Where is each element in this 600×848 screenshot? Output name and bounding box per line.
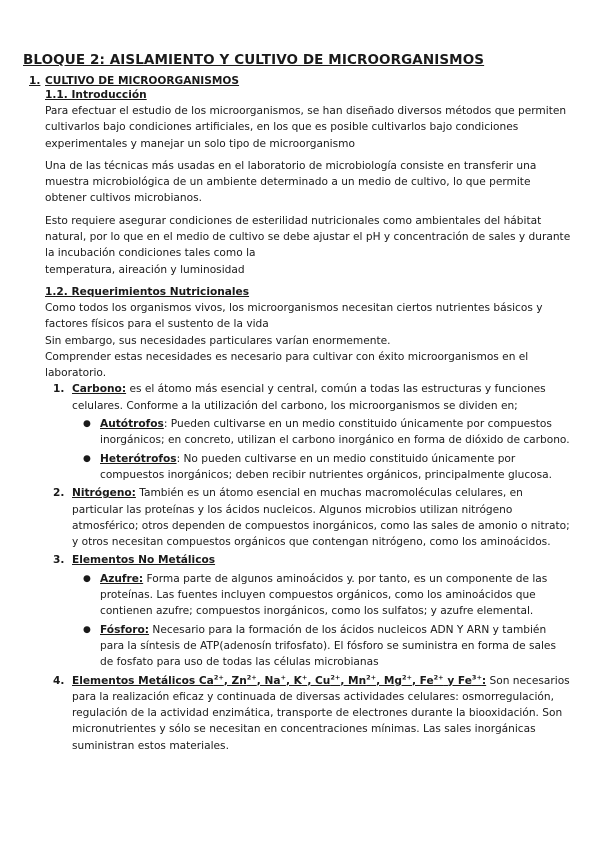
bullet-item bbox=[83, 622, 572, 671]
term-label: Autótrofos bbox=[100, 418, 164, 431]
list-text: Son necesarios para la realización eficaz y continuada de diversas actividades celulares: osmorregulación, regulación de la actividad enzimática, transporte de electrones durante la biooxidación. Son micronutrientes y sólo se necesitan en concentraciones mínimas. Las sales inorgánicas suministran estos materiales. bbox=[72, 674, 570, 752]
list-item-nitrogeno bbox=[53, 485, 572, 550]
term-label: Elementos Metálicos $Ca^{2+}$, $Zn^{2+}$, Na+, K+, $Cu^{2+}$, $Mn^{2+}$, $Mg^{2+}$, $Fe^{2+}$ y $Fe^{3+}$: bbox=[72, 672, 487, 687]
term-label: Azufre: bbox=[100, 572, 144, 585]
term-label: Fósforo: bbox=[100, 623, 150, 636]
term-label: Nitrógeno: bbox=[72, 487, 136, 500]
paragraph: Como todos los organismos vivos, los microorganismos necesitan ciertos nutrientes básicos y factores físicos para el sustento de la vida bbox=[45, 301, 543, 331]
term-label: Elementos No Metálicos bbox=[72, 554, 216, 567]
list-item-no-metalicos bbox=[53, 552, 572, 568]
bullet-text: Forma parte de algunos aminoácidos y. por tanto, es un componente de las proteínas. Las fuentes incluyen compuestos orgánicos, como los aminoácidos que contienen azufre; compuestos inorgánicos, como los sulfatos; y azufre elemental. bbox=[100, 572, 548, 618]
section-heading bbox=[29, 74, 572, 88]
bullet-icon: ● bbox=[83, 573, 91, 584]
bullet-text: : Pueden cultivarse en un medio constituido únicamente por compuestos inorgánicos; en concreto, utilizan el carbono inorgánico en forma de dióxido de carbono. bbox=[100, 418, 570, 447]
list-text: es el átomo más esencial y central, común a todas las estructuras y funciones celulares. Conforme a la utilización del carbono, los microorganismos se dividen en; bbox=[72, 383, 546, 412]
list-number: 1. bbox=[53, 383, 65, 396]
subsection-heading-intro: 1.1. Introducción bbox=[45, 89, 147, 101]
section-number: 1. bbox=[29, 75, 41, 87]
paragraph: Comprender estas necesidades es necesario para cultivar con éxito microorganismos en el laboratorio. bbox=[45, 350, 529, 380]
bullet-icon: ● bbox=[83, 419, 91, 430]
paragraph: Sin embargo, sus necesidades particulares varían enormemente. bbox=[45, 334, 391, 347]
list-number: 2. bbox=[53, 487, 65, 500]
bullet-icon: ● bbox=[83, 624, 91, 635]
list-number: 3. bbox=[53, 554, 65, 567]
document-title: BLOQUE 2: AISLAMIENTO Y CULTIVO DE MICROORGANISMOS bbox=[23, 52, 485, 68]
bullet-icon: ● bbox=[83, 453, 91, 464]
list-item-carbono bbox=[53, 381, 572, 414]
paragraph: Una de las técnicas más usadas en el laboratorio de microbiología consiste en transferir una muestra microbiológica de un ambiente determinado a un medio de cultivo, lo que permite obtener cultivos microbianos. bbox=[45, 159, 537, 205]
list-text: También es un átomo esencial en muchas macromoléculas celulares, en particular las proteínas y los ácidos nucleicos. Algunos microbios utilizan nitrógeno atmosférico; otros dependen de compuestos inorgánicos, como las sales de amonio o nitrato; y otros necesitan compuestos orgánicos que contengan nitrógeno, como los aminoácidos. bbox=[72, 487, 570, 549]
bullet-text: Necesario para la formación de los ácidos nucleicos ADN Y ARN y también para la síntesis de ATP(adenosín trifosfato). El fósforo se suministra en forma de sales de fosfato para uso de todas las células microbianas bbox=[100, 623, 556, 669]
bullet-item bbox=[83, 571, 572, 620]
list-number: 4. bbox=[53, 674, 65, 687]
term-label: Heterótrofos bbox=[100, 452, 177, 465]
term-label: Carbono: bbox=[72, 383, 127, 396]
bullet-item bbox=[83, 451, 572, 484]
bullet-text: : No pueden cultivarse en un medio constituido únicamente por compuestos inorgánicos; deben recibir nutrientes orgánicos, principalmente glucosa. bbox=[100, 452, 553, 481]
paragraph: Para efectuar el estudio de los microorganismos, se han diseñado diversos métodos que permiten cultivarlos bajo condiciones artificiales, en los que es posible cultivarlos bajo condiciones experimentales y manejar un solo tipo de microorganismo bbox=[45, 105, 567, 150]
subsection-heading-requirements: 1.2. Requerimientos Nutricionales bbox=[45, 285, 250, 298]
list-item-metalicos bbox=[53, 673, 572, 754]
bullet-item bbox=[83, 416, 572, 449]
section-title: CULTIVO DE MICROORGANISMOS bbox=[45, 75, 240, 87]
paragraph: temperatura, aireación y luminosidad bbox=[45, 263, 245, 276]
paragraph: Esto requiere asegurar condiciones de esterilidad nutricionales como ambientales del hábitat natural, por lo que en el medio de cultivo se debe ajustar el pH y concentración de sales y durante la incubación condiciones tales como la bbox=[45, 214, 571, 260]
